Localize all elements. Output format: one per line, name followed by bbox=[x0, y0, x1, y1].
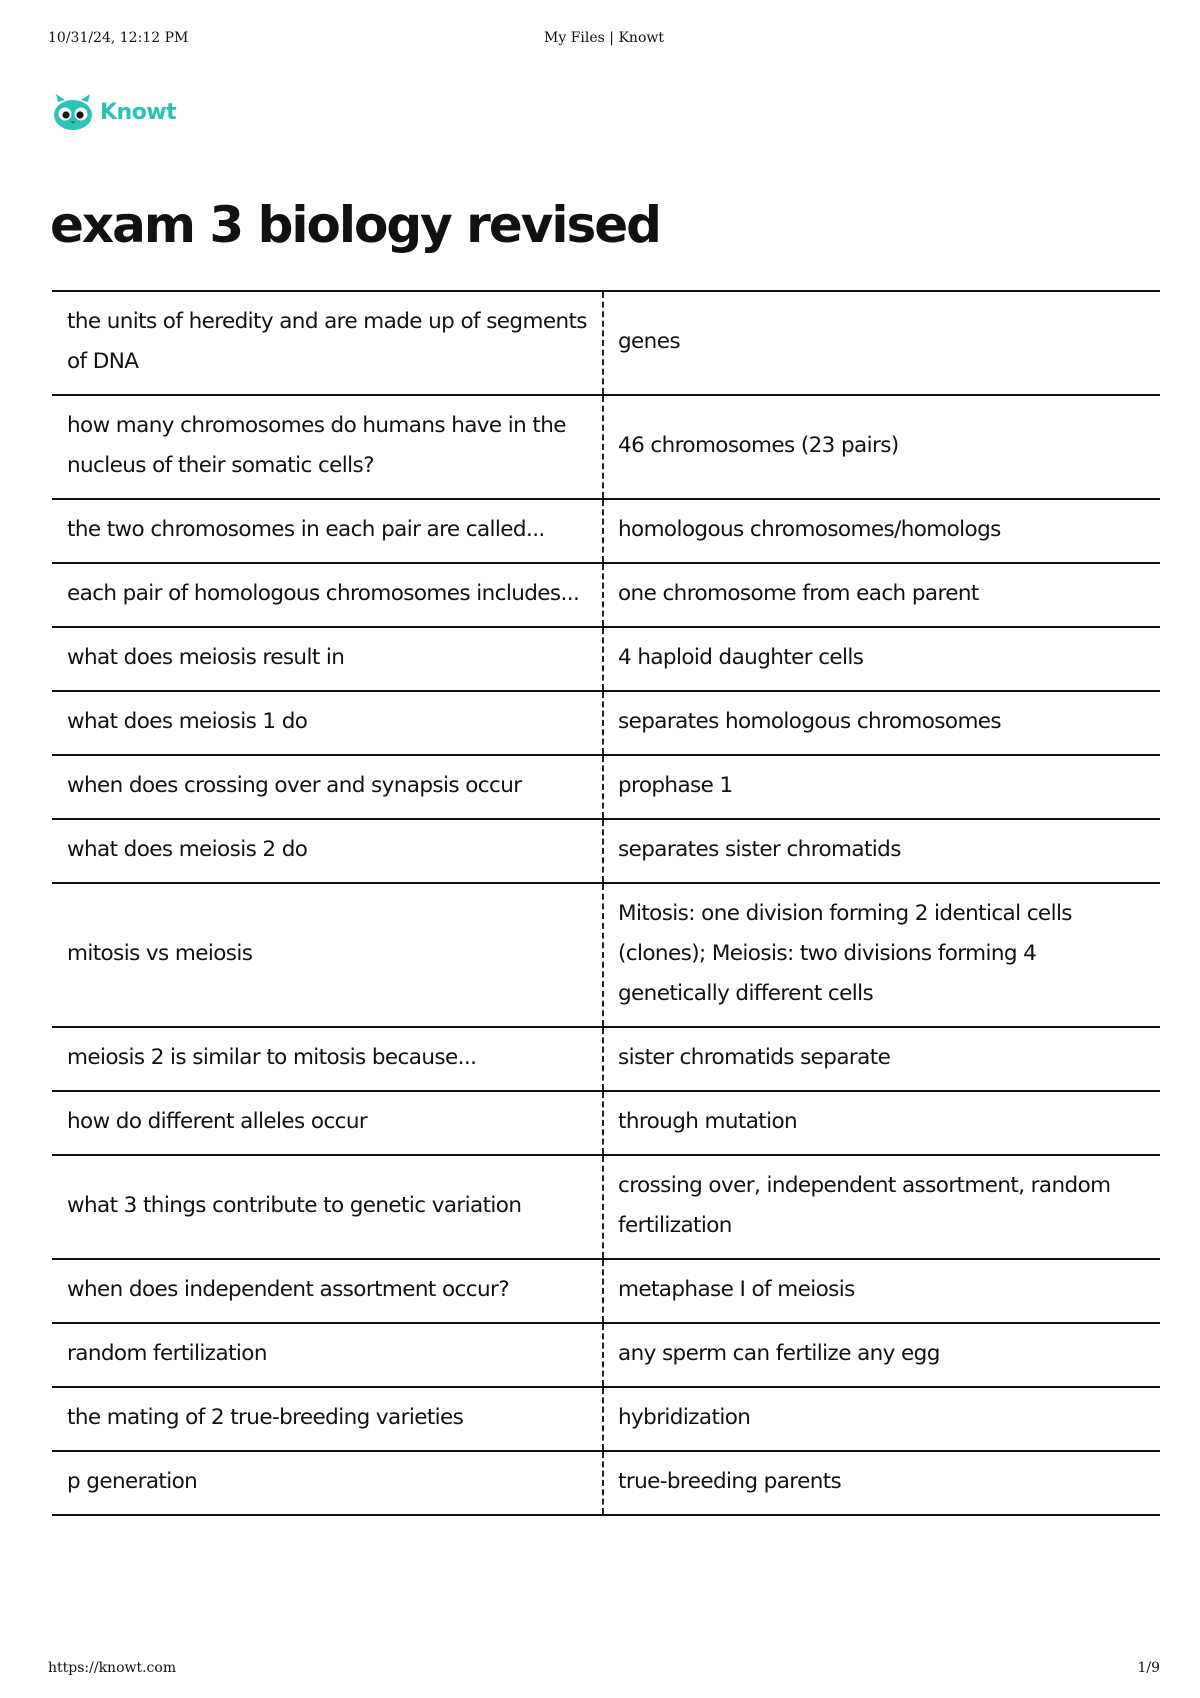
print-footer bbox=[48, 1660, 1160, 1680]
brand[interactable] bbox=[50, 92, 176, 132]
flashcard-row bbox=[52, 1091, 1160, 1155]
flashcard-term: what does meiosis 2 do bbox=[52, 819, 603, 883]
flashcard-row bbox=[52, 291, 1160, 395]
print-url: https://knowt.com bbox=[48, 1660, 177, 1676]
print-page-title: My Files | Knowt bbox=[544, 30, 664, 46]
flashcard-definition: sister chromatids separate bbox=[603, 1027, 1160, 1091]
flashcard-row bbox=[52, 883, 1160, 1027]
flashcard-definition: metaphase I of meiosis bbox=[603, 1259, 1160, 1323]
print-header bbox=[48, 30, 1160, 50]
flashcard-term: what does meiosis result in bbox=[52, 627, 603, 691]
flashcard-term: what 3 things contribute to genetic variation bbox=[52, 1155, 603, 1259]
flashcard-definition: through mutation bbox=[603, 1091, 1160, 1155]
flashcard-definition: true-breeding parents bbox=[603, 1451, 1160, 1515]
flashcard-term: when does independent assortment occur? bbox=[52, 1259, 603, 1323]
flashcard-definition: hybridization bbox=[603, 1387, 1160, 1451]
flashcard-definition: any sperm can fertilize any egg bbox=[603, 1323, 1160, 1387]
flashcard-definition: separates sister chromatids bbox=[603, 819, 1160, 883]
flashcard-definition: one chromosome from each parent bbox=[603, 563, 1160, 627]
flashcard-term: the two chromosomes in each pair are called... bbox=[52, 499, 603, 563]
flashcard-definition: Mitosis: one division forming 2 identical cells (clones); Meiosis: two divisions forming 4 genetically different cells bbox=[603, 883, 1160, 1027]
flashcard-row bbox=[52, 691, 1160, 755]
flashcard-term: when does crossing over and synapsis occur bbox=[52, 755, 603, 819]
print-datetime: 10/31/24, 12:12 PM bbox=[48, 30, 189, 46]
flashcard-term: meiosis 2 is similar to mitosis because... bbox=[52, 1027, 603, 1091]
flashcard-row bbox=[52, 1027, 1160, 1091]
flashcard-definition: crossing over, independent assortment, random fertilization bbox=[603, 1155, 1160, 1259]
flashcard-row bbox=[52, 1387, 1160, 1451]
flashcard-row bbox=[52, 499, 1160, 563]
flashcard-row bbox=[52, 819, 1160, 883]
flashcard-definition: separates homologous chromosomes bbox=[603, 691, 1160, 755]
flashcard-row bbox=[52, 1451, 1160, 1515]
flashcard-row bbox=[52, 755, 1160, 819]
flashcard-term: mitosis vs meiosis bbox=[52, 883, 603, 1027]
flashcard-row bbox=[52, 1323, 1160, 1387]
flashcard-term: each pair of homologous chromosomes includes... bbox=[52, 563, 603, 627]
flashcard-row bbox=[52, 1259, 1160, 1323]
flashcard-term: how many chromosomes do humans have in the nucleus of their somatic cells? bbox=[52, 395, 603, 499]
flashcard-row bbox=[52, 395, 1160, 499]
flashcard-row bbox=[52, 1155, 1160, 1259]
flashcard-term: the units of heredity and are made up of segments of DNA bbox=[52, 291, 603, 395]
flashcard-term: the mating of 2 true-breeding varieties bbox=[52, 1387, 603, 1451]
flashcard-table bbox=[52, 290, 1160, 1516]
flashcard-definition: homologous chromosomes/homologs bbox=[603, 499, 1160, 563]
flashcard-term: random fertilization bbox=[52, 1323, 603, 1387]
brand-name: Knowt bbox=[100, 99, 177, 125]
flashcard-definition: 46 chromosomes (23 pairs) bbox=[603, 395, 1160, 499]
flashcard-term: what does meiosis 1 do bbox=[52, 691, 603, 755]
flashcard-row bbox=[52, 563, 1160, 627]
flashcard-row bbox=[52, 627, 1160, 691]
print-page-number: 1/9 bbox=[1137, 1660, 1160, 1676]
flashcard-definition: genes bbox=[603, 291, 1160, 395]
flashcard-term: p generation bbox=[52, 1451, 603, 1515]
document-title: exam 3 biology revised bbox=[50, 196, 660, 254]
flashcard-definition: 4 haploid daughter cells bbox=[603, 627, 1160, 691]
knowt-owl-icon bbox=[50, 92, 96, 132]
flashcard-term: how do different alleles occur bbox=[52, 1091, 603, 1155]
flashcard-definition: prophase 1 bbox=[603, 755, 1160, 819]
